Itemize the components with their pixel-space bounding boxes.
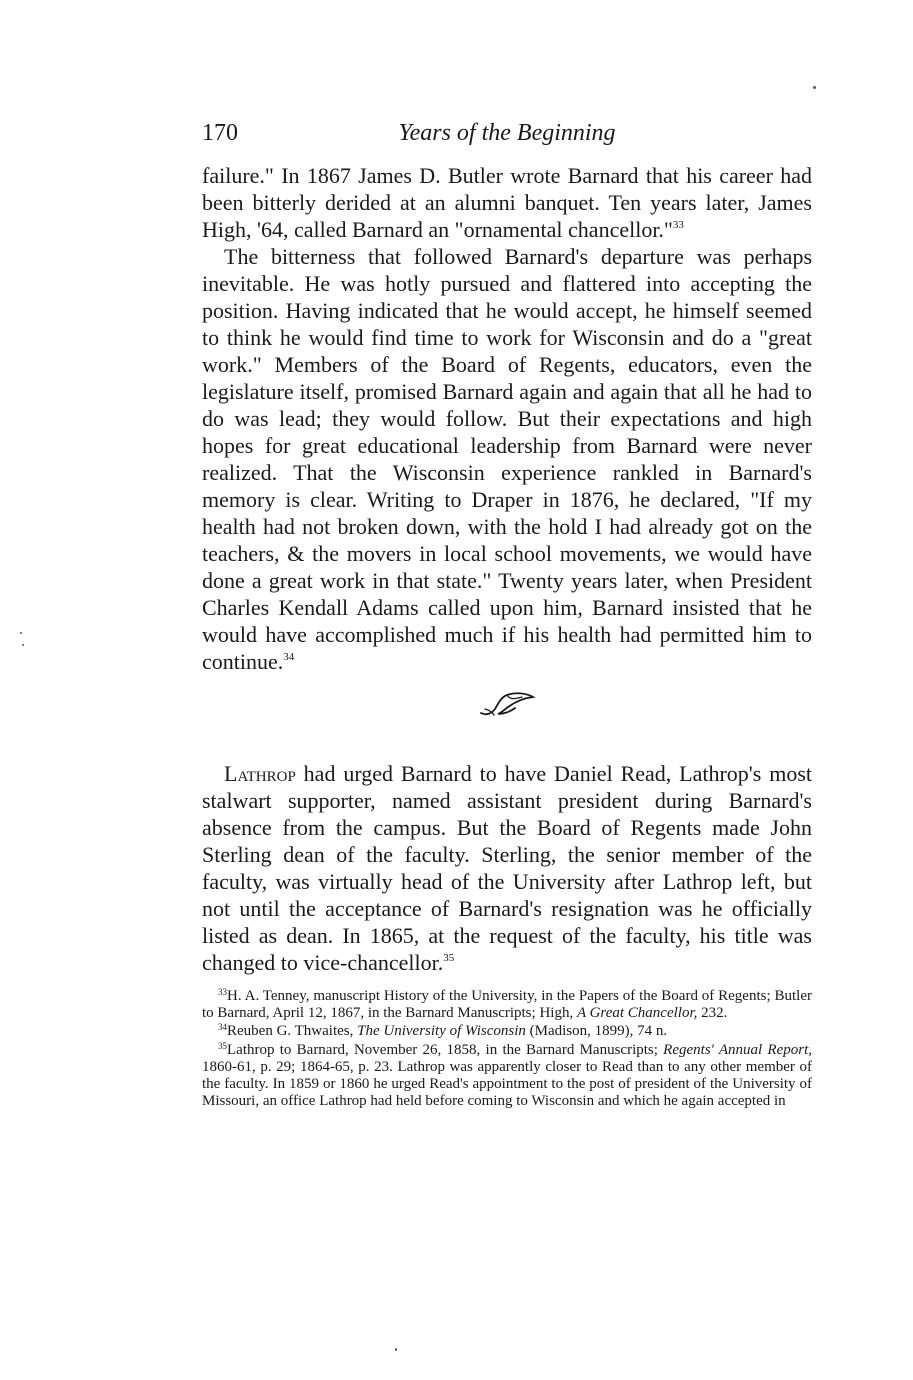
paragraph-2 xyxy=(202,243,812,675)
page-header xyxy=(202,118,812,158)
footnote-33: $^{33}$H. A. Tenney, manuscript History of the University, in the Papers of the Board of Regents; Butler to Barnard, April 12, 1867, in the Barnard Manuscripts; High, A Great Chancellor, 232. xyxy=(202,987,812,1022)
paragraph-3 xyxy=(202,760,812,976)
paragraph-3-text: had urged Barnard to have Daniel Read, Lathrop's most stalwart supporter, named assistant president during Barnard's absence from the campus. But the Board of Regents made John Sterling dean of the faculty. Sterling, the senior member of the faculty, was virtually head of the University after Lathrop left, but not until the acceptance of Barnard's resignation was he officially listed as dean. In 1865, at the request of the faculty, his title was changed to vice-chancellor. xyxy=(202,761,812,975)
footnotes xyxy=(202,988,812,1111)
footnote-number: 34 xyxy=(218,1022,227,1033)
body-text xyxy=(202,162,812,976)
footnote-number: 33 xyxy=(218,987,227,997)
scan-speck xyxy=(22,644,24,646)
scan-speck xyxy=(20,632,22,634)
footnote-34: $^{34}$Reuben G. Thwaites, The University of Wisconsin (Madison, 1899), 74 n. xyxy=(218,1022,668,1040)
scan-speck xyxy=(395,1348,397,1351)
paragraph-1-text: failure." In 1867 James D. Butler wrote Barnard that his career had been bitterly derided at an alumni banquet. Ten years later, James High, '64, called Barnard an "ornamental chancellor." xyxy=(202,163,812,242)
section-lead-word: Lathrop xyxy=(224,761,296,786)
running-title: Years of the Beginning xyxy=(398,120,616,146)
section-ornament xyxy=(202,675,812,733)
note-ref-33: 33 xyxy=(672,219,684,231)
fleuron-leaf-icon xyxy=(477,689,537,719)
page-number: 170 xyxy=(202,120,238,146)
footnote-35: $^{35}$Lathrop to Barnard, November 26, 1858, in the Barnard Manuscripts; Regents' Annual Report, 1860-61, p. 29; 1864-65, p. 23. Lathrop was apparently closer to Read than to any other member of the faculty. In 1859 or 1860 he urged Read's appointment to the post of president of the University of Missouri, an office Lathrop had held before coming to Wisconsin and which he again accepted in xyxy=(202,1040,812,1110)
paragraph-1 xyxy=(202,162,812,243)
note-ref-35: 35 xyxy=(443,952,455,964)
footnote-number: 35 xyxy=(218,1040,227,1051)
note-ref-34: 34 xyxy=(283,651,295,663)
scan-speck xyxy=(813,86,816,89)
paragraph-2-text: The bitterness that followed Barnard's departure was perhaps inevitable. He was hotly pursued and flattered into accepting the position. Having indicated that he would accept, he himself seemed to think he would find time to work for Wisconsin and do a "great work." Members of the Board of Regents, educators, even the legislature itself, promised Barnard again and again that all he had to do was lead; they would follow. But their expectations and high hopes for great educational leadership from Barnard were never realized. That the Wisconsin experience rankled in Barnard's memory is clear. Writing to Draper in 1876, he declared, "If my health had not broken down, with the hold I had already got on the teachers, & the movers in local school movements, we would have done a great work in that state." Twenty years later, when President Charles Kendall Adams called upon him, Barnard insisted that he would have accomplished much if his health had permitted him to continue. xyxy=(202,244,812,674)
